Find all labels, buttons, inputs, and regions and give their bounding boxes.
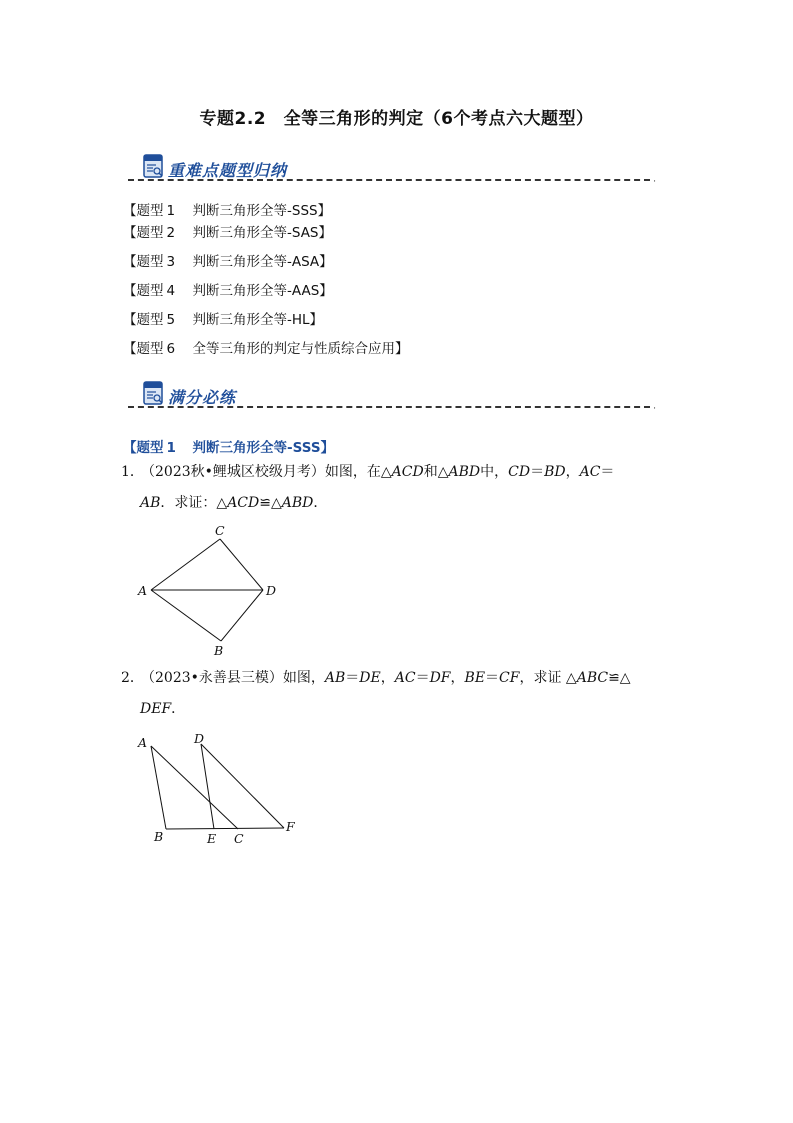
segment-cd — [220, 539, 263, 590]
point-label-d: D — [266, 583, 277, 598]
topic-item: 【题型 2 判断三角形全等-SAS】 — [123, 225, 332, 241]
topic-item: 【题型 3 判断三角形全等-ASA】 — [123, 254, 333, 270]
section-header-summary — [128, 152, 658, 186]
segment-ac — [151, 539, 220, 590]
point-label-c: C — [215, 523, 225, 538]
figure-quadrilateral-acdb — [130, 520, 290, 662]
segment-de — [201, 744, 214, 829]
category-heading: 【题型 1 判断三角形全等-SSS】 — [123, 440, 335, 456]
problem-1 — [121, 457, 614, 519]
divider-end-mark: · — [653, 404, 656, 414]
point-label-e: E — [207, 831, 217, 846]
problem-line: 2．（2023•永善县三模）如图，AB＝DE，AC＝DF，BE＝CF，求证 △ABC≌△ — [121, 670, 631, 686]
topic-item: 【题型 4 判断三角形全等-AAS】 — [123, 283, 333, 299]
segment-ab — [151, 590, 221, 641]
problem-line: AB．求证：△ACD≌△ABD． — [140, 495, 328, 511]
point-label-a: A — [138, 735, 148, 750]
point-label-f: F — [286, 819, 295, 834]
dashed-divider — [128, 179, 650, 181]
topic-item: 【题型 5 判断三角形全等-HL】 — [123, 312, 324, 328]
segment-df — [201, 744, 284, 828]
divider-end-mark: · — [653, 177, 656, 187]
topic-item: 【题型 6 全等三角形的判定与性质综合应用】 — [123, 341, 409, 357]
topic-item: 【题型 1 判断三角形全等-SSS】 — [123, 203, 332, 219]
section-title: 重难点题型归纳 — [168, 161, 288, 180]
section-header-practice — [128, 379, 658, 413]
page-title: 专题2.2 全等三角形的判定（6个考点六大题型） — [199, 109, 594, 129]
point-label-c: C — [234, 831, 244, 846]
segment-bf — [166, 828, 284, 829]
segment-bd — [221, 590, 263, 641]
problem-line: 1．（2023秋•鲤城区校级月考）如图，在△ACD和△ABD中，CD＝BD，AC＝ — [121, 464, 615, 480]
point-label-b: B — [214, 643, 224, 658]
point-label-d: D — [194, 731, 205, 746]
document-search-icon — [143, 381, 165, 407]
document-search-icon — [143, 154, 165, 180]
topic-list — [123, 201, 409, 368]
point-label-a: A — [138, 583, 148, 598]
problem-line: DEF． — [140, 701, 186, 717]
figure-triangles-abc-def — [130, 728, 310, 850]
problem-2 — [121, 663, 631, 725]
section-title: 满分必练 — [168, 388, 237, 407]
point-label-b: B — [154, 829, 164, 844]
dashed-divider — [128, 406, 650, 408]
